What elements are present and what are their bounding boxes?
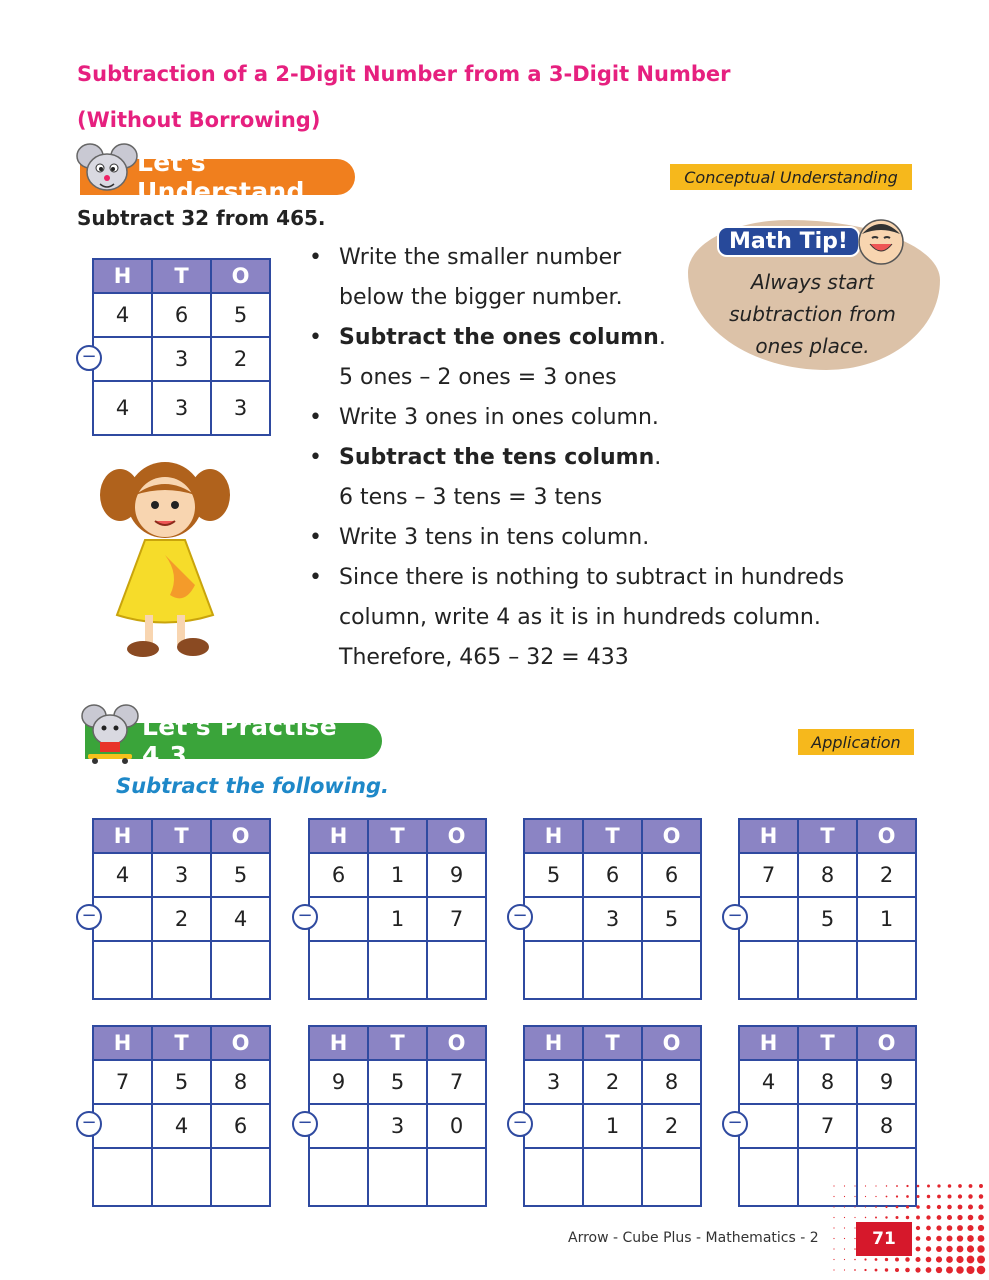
dot (926, 1257, 932, 1263)
cell: 1 (368, 853, 427, 897)
dot (833, 1248, 834, 1249)
dot (833, 1227, 834, 1228)
cell: O (427, 1026, 486, 1060)
dot (956, 1266, 963, 1273)
dot (896, 1185, 898, 1187)
cell: 4 (152, 1104, 211, 1148)
dot (895, 1258, 899, 1262)
tip-line: Always start (750, 270, 875, 294)
dot (865, 1206, 866, 1207)
dot (875, 1196, 876, 1197)
list-item (303, 558, 873, 678)
dot (967, 1256, 975, 1264)
dot (957, 1225, 963, 1231)
dot (833, 1196, 834, 1197)
header-h: H (93, 259, 152, 293)
cell: O (427, 819, 486, 853)
dot (977, 1266, 985, 1274)
answer-cell[interactable] (368, 941, 427, 999)
cell: 7 (93, 1060, 152, 1104)
cell: 2 (583, 1060, 642, 1104)
dot (937, 1215, 942, 1220)
cell: 4 (211, 897, 270, 941)
dot (833, 1217, 834, 1218)
step-text: Write 3 ones in ones column. (339, 405, 659, 430)
cell: 2 (211, 337, 270, 381)
dot (906, 1216, 909, 1219)
dot (967, 1245, 974, 1252)
cell: 5 (211, 853, 270, 897)
dot (844, 1248, 845, 1249)
dot (947, 1194, 951, 1198)
dot (978, 1204, 983, 1209)
dot (947, 1225, 953, 1231)
minus-sign-icon: − (507, 1111, 533, 1137)
dot (926, 1246, 931, 1251)
cell: 5 (524, 853, 583, 897)
dot (833, 1259, 834, 1260)
cell: 3 (152, 381, 211, 435)
cell: 8 (798, 853, 857, 897)
dot (977, 1245, 984, 1252)
dot (916, 1205, 920, 1209)
cell: 7 (739, 853, 798, 897)
dot (946, 1256, 953, 1263)
cell: 9 (427, 853, 486, 897)
dot (916, 1247, 921, 1252)
dot (937, 1205, 941, 1209)
step-text: . (654, 445, 662, 470)
dot (854, 1206, 855, 1207)
dot (875, 1206, 877, 1208)
cell: 8 (798, 1060, 857, 1104)
dot (979, 1194, 984, 1199)
answer-cell[interactable] (152, 1148, 211, 1206)
cell: 1 (857, 897, 916, 941)
dot (905, 1257, 910, 1262)
example-hto-table (92, 258, 271, 436)
list-item (303, 518, 873, 558)
dot (947, 1205, 952, 1210)
dot (844, 1185, 845, 1186)
lets-understand-label: Let's Understand (137, 148, 305, 206)
practice-hto-table (523, 1025, 702, 1207)
dot (854, 1185, 855, 1186)
answer-cell[interactable] (211, 1148, 270, 1206)
dot (865, 1185, 866, 1186)
dot (844, 1269, 845, 1270)
cell: 4 (739, 1060, 798, 1104)
practice-hto-table (308, 1025, 487, 1207)
answer-cell[interactable] (583, 1148, 642, 1206)
cell: H (93, 1026, 152, 1060)
footer-text: Arrow - Cube Plus - Mathematics - 2 (568, 1230, 819, 1246)
dot (967, 1225, 973, 1231)
dot (865, 1217, 866, 1218)
dot (875, 1217, 877, 1219)
answer-cell[interactable] (524, 941, 583, 999)
minus-sign-icon: − (76, 345, 102, 371)
dot (865, 1196, 866, 1197)
dot (926, 1215, 930, 1219)
dot (916, 1195, 919, 1198)
cell: H (524, 819, 583, 853)
cell: 2 (642, 1104, 701, 1148)
step-text: Since there is nothing to subtract in hundreds column, write 4 as it is in hundreds column. (339, 565, 845, 630)
dot (833, 1206, 834, 1207)
cell: 5 (368, 1060, 427, 1104)
answer-cell[interactable] (211, 941, 270, 999)
cell: T (368, 819, 427, 853)
tag-label: Application (811, 732, 901, 752)
cell: 0 (427, 1104, 486, 1148)
answer-cell[interactable] (427, 1148, 486, 1206)
dot (968, 1205, 973, 1210)
tip-line: ones place. (755, 334, 870, 358)
dot (885, 1268, 888, 1271)
minus-sign-icon: − (292, 1111, 318, 1137)
minus-sign-icon: − (76, 904, 102, 930)
answer-cell[interactable] (93, 941, 152, 999)
dot (927, 1185, 930, 1188)
cell: 5 (152, 1060, 211, 1104)
cell: 6 (309, 853, 368, 897)
dot (946, 1246, 952, 1252)
dot (833, 1238, 834, 1239)
cell: O (857, 819, 916, 853)
dot (936, 1225, 941, 1230)
dot (833, 1269, 834, 1270)
cell: 3 (524, 1060, 583, 1104)
dot (915, 1267, 920, 1272)
cell: T (583, 1026, 642, 1060)
conceptual-understanding-tag (670, 164, 912, 190)
dot (969, 1184, 973, 1188)
step-bold: Subtract the tens column (339, 445, 655, 470)
dot (979, 1184, 983, 1188)
dot (966, 1266, 974, 1274)
dot (958, 1194, 962, 1198)
cell: 1 (368, 897, 427, 941)
cell: 4 (93, 293, 152, 337)
dot (937, 1184, 940, 1187)
cell: 4 (93, 381, 152, 435)
answer-cell[interactable] (857, 941, 916, 999)
dot (885, 1258, 888, 1261)
dot (875, 1269, 878, 1272)
cell: O (211, 819, 270, 853)
dot (875, 1258, 878, 1261)
page-number: 71 (856, 1222, 912, 1256)
dot (854, 1259, 856, 1261)
cell: 5 (798, 897, 857, 941)
answer-cell[interactable] (642, 1148, 701, 1206)
cell: 3 (211, 381, 270, 435)
dot (844, 1206, 845, 1207)
dot (968, 1215, 974, 1221)
dot (906, 1205, 909, 1208)
cell: H (93, 819, 152, 853)
cell: 6 (583, 853, 642, 897)
cell: 3 (152, 853, 211, 897)
cell: 5 (642, 897, 701, 941)
cell: 3 (368, 1104, 427, 1148)
answer-cell[interactable] (739, 941, 798, 999)
dot (926, 1236, 931, 1241)
dot (886, 1196, 888, 1198)
cell: O (211, 1026, 270, 1060)
dot (864, 1258, 866, 1260)
step-text: Write the smaller number below the bigger number. (339, 245, 623, 310)
dot (958, 1205, 963, 1210)
dot (927, 1205, 931, 1209)
dot (936, 1236, 942, 1242)
step-sub: Therefore, 465 – 32 = 433 (339, 645, 629, 670)
minus-sign-icon: − (722, 904, 748, 930)
cell: 6 (211, 1104, 270, 1148)
dot (937, 1195, 941, 1199)
dot (926, 1267, 932, 1273)
cell: 3 (152, 337, 211, 381)
dot (947, 1236, 953, 1242)
minus-sign-icon: − (76, 1111, 102, 1137)
dot (844, 1196, 845, 1197)
dot (978, 1215, 984, 1221)
girl-illustration (95, 455, 235, 665)
dot (916, 1226, 920, 1230)
practise-instruction: Subtract the following. (116, 774, 389, 798)
example-question: Subtract 32 from 465. (77, 206, 326, 230)
dot (956, 1256, 963, 1263)
cell: 9 (857, 1060, 916, 1104)
header-t: T (152, 259, 211, 293)
practice-hto-table (738, 818, 917, 1000)
dot (905, 1268, 910, 1273)
math-tip-text (710, 266, 915, 362)
dot (967, 1235, 974, 1242)
cell: 9 (309, 1060, 368, 1104)
dot (977, 1256, 985, 1264)
cell: H (739, 1026, 798, 1060)
answer-cell[interactable] (368, 1148, 427, 1206)
dot (896, 1195, 898, 1197)
list-item (303, 398, 873, 438)
answer-cell[interactable] (524, 1148, 583, 1206)
dot (936, 1267, 942, 1273)
dot (896, 1216, 899, 1219)
cell: 2 (857, 853, 916, 897)
cell: T (583, 819, 642, 853)
cell: 8 (857, 1104, 916, 1148)
cell: 5 (211, 293, 270, 337)
cell: H (309, 1026, 368, 1060)
dot (896, 1206, 899, 1209)
dot (958, 1184, 962, 1188)
cell: 7 (798, 1104, 857, 1148)
dot (926, 1226, 931, 1231)
application-tag (798, 729, 914, 755)
dot (854, 1269, 856, 1271)
dot (978, 1235, 985, 1242)
cell: 1 (583, 1104, 642, 1148)
answer-cell[interactable] (309, 1148, 368, 1206)
dot (917, 1185, 920, 1188)
answer-cell[interactable] (93, 1148, 152, 1206)
lets-practise-label: Let's Practise 4.3 (142, 712, 337, 770)
practice-hto-table (92, 1025, 271, 1207)
dot (844, 1227, 845, 1228)
minus-sign-icon: − (292, 904, 318, 930)
cell: 7 (427, 897, 486, 941)
dot (875, 1185, 876, 1186)
dot (957, 1246, 964, 1253)
list-item (303, 438, 873, 518)
dot (916, 1216, 920, 1220)
dot (957, 1215, 962, 1220)
cell: 2 (152, 897, 211, 941)
practice-hto-table (92, 818, 271, 1000)
dot (844, 1217, 845, 1218)
dot (844, 1259, 845, 1260)
answer-cell[interactable] (427, 941, 486, 999)
dot (906, 1195, 909, 1198)
dot (906, 1185, 908, 1187)
dot (833, 1185, 834, 1186)
cell: 7 (427, 1060, 486, 1104)
dot (854, 1217, 855, 1218)
cell: 3 (583, 897, 642, 941)
dot (957, 1235, 963, 1241)
dot (978, 1225, 984, 1231)
answer-cell[interactable] (309, 941, 368, 999)
cell: 6 (152, 293, 211, 337)
step-sub: 5 ones – 2 ones = 3 ones (339, 365, 617, 390)
cell: H (524, 1026, 583, 1060)
cell: 8 (211, 1060, 270, 1104)
cell: T (368, 1026, 427, 1060)
dot (936, 1256, 942, 1262)
step-text: Write 3 tens in tens column. (339, 525, 650, 550)
cell: T (798, 819, 857, 853)
practice-hto-table (523, 818, 702, 1000)
dot (844, 1238, 845, 1239)
cell: O (642, 819, 701, 853)
step-sub: 6 tens – 3 tens = 3 tens (339, 485, 603, 510)
header-o: O (211, 259, 270, 293)
answer-cell[interactable] (642, 941, 701, 999)
dot (947, 1215, 952, 1220)
tag-label: Conceptual Understanding (684, 167, 898, 187)
skating-mouse-icon (80, 702, 142, 764)
step-text: . (658, 325, 666, 350)
mouse-mascot-icon (76, 142, 138, 198)
dot (927, 1195, 930, 1198)
dot (936, 1246, 942, 1252)
tip-line: subtraction from (729, 302, 896, 326)
cell: T (152, 1026, 211, 1060)
cell: 6 (642, 853, 701, 897)
boy-face-icon (850, 212, 912, 268)
cell: T (152, 819, 211, 853)
cell: O (857, 1026, 916, 1060)
page-title: Subtraction of a 2-Digit Number from a 3-Digit Number (77, 62, 731, 86)
cell: O (642, 1026, 701, 1060)
cell: T (798, 1026, 857, 1060)
answer-cell[interactable] (739, 1148, 798, 1206)
minus-sign-icon: − (722, 1111, 748, 1137)
dot (948, 1184, 952, 1188)
dot (946, 1267, 953, 1274)
cell: H (739, 819, 798, 853)
dot (885, 1216, 887, 1218)
dot (895, 1268, 899, 1272)
dot (915, 1257, 920, 1262)
minus-sign-icon: − (507, 904, 533, 930)
list-item (303, 238, 669, 318)
dot (864, 1269, 866, 1271)
math-tip-title: Math Tip! (717, 226, 860, 257)
dot (854, 1196, 855, 1197)
answer-cell[interactable] (798, 941, 857, 999)
answer-cell[interactable] (152, 941, 211, 999)
practice-hto-table (308, 818, 487, 1000)
cell: 4 (93, 853, 152, 897)
cell: H (309, 819, 368, 853)
answer-cell[interactable] (583, 941, 642, 999)
cell: 8 (642, 1060, 701, 1104)
dot (916, 1236, 921, 1241)
dot (968, 1194, 972, 1198)
dot (885, 1206, 887, 1208)
step-bold: Subtract the ones column (339, 325, 659, 350)
dot (886, 1185, 887, 1186)
page-subtitle: (Without Borrowing) (77, 108, 321, 132)
